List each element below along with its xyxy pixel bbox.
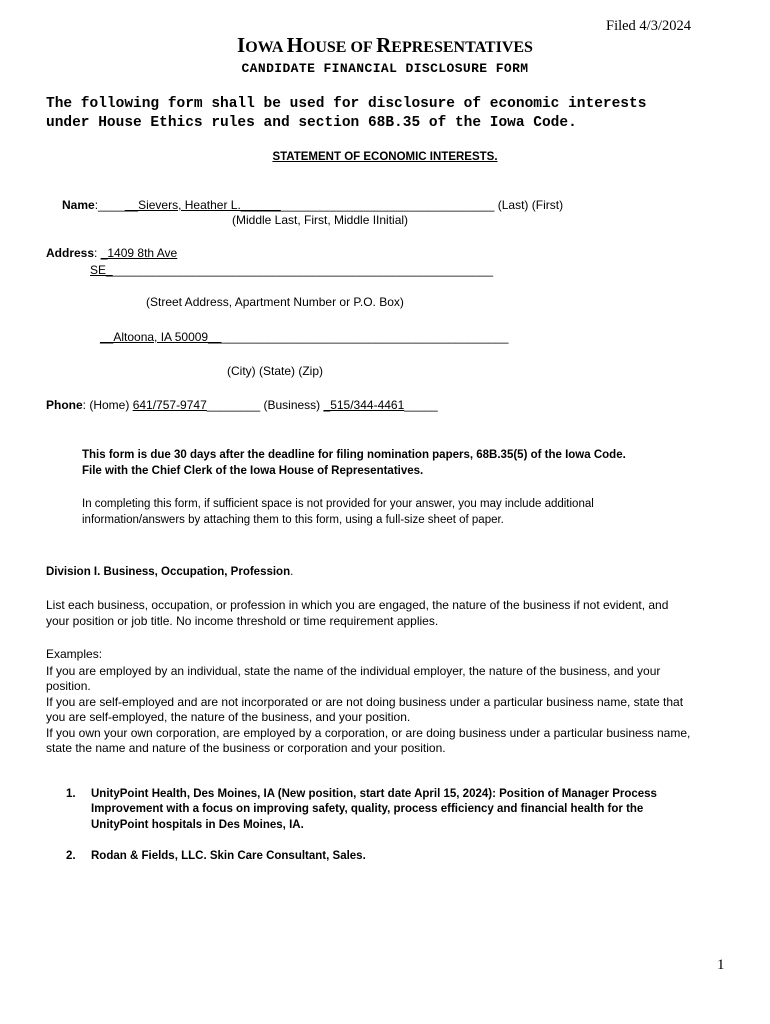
page-number: 1 [717, 957, 725, 973]
list-item-line: Rodan & Fields, LLC. Skin Care Consultant, Sales. [91, 850, 366, 862]
home-phone-value: 641/757-9747 [132, 398, 207, 412]
list-item-line: UnityPoint Health, Des Moines, IA (New position, start date April 15, 2024): Position of Manager Process [91, 788, 657, 800]
title-part: H [286, 33, 303, 57]
example-line: position. [46, 679, 91, 693]
title-part: EPRESENTATIVES [391, 39, 533, 56]
example-line: state the name and nature of the business or corporation and your position. [46, 741, 446, 755]
statement-heading: STATEMENT OF ECONOMIC INTERESTS. [272, 151, 498, 163]
title-part: I [237, 33, 246, 57]
address-blank: _________________________________________________________ [112, 263, 494, 277]
completing-notice-line: In completing this form, if sufficient space is not provided for your answer, you may include additional [82, 498, 594, 510]
business-blank: _____ [404, 398, 438, 412]
list-item-line: UnityPoint hospitals in Des Moines, IA. [91, 819, 304, 831]
division-instruction-line: List each business, occupation, or profession in which you are engaged, the nature of the business if not evident, and [46, 598, 669, 612]
filed-date: Filed 4/3/2024 [606, 18, 691, 34]
division-heading-period: . [290, 566, 294, 578]
phone-label: Phone [46, 398, 83, 412]
name-field [62, 198, 563, 212]
division-instruction-line: your position or job title. No income threshold or time requirement applies. [46, 614, 439, 628]
address-note: (Street Address, Apartment Number or P.O. Box) [146, 295, 404, 309]
title-part: OUSE OF [302, 39, 377, 56]
home-blank: ________ [206, 398, 261, 412]
name-label: Name [62, 198, 95, 212]
examples-heading: Examples: [46, 647, 103, 661]
city-field [100, 330, 508, 344]
form-title [0, 33, 770, 58]
address-label: Address [46, 246, 95, 260]
list-item-line: Improvement with a focus on improving safety, quality, process efficiency and financial health for the [91, 803, 644, 815]
name-value: __Sievers, Heather L.______ [124, 198, 281, 212]
city-value: __Altoona, IA 50009__ [100, 330, 222, 344]
example-line: If you own your own corporation, are employed by a corporation, or are doing business under a particular business name, [46, 726, 691, 740]
name-blank: ________________________________ [280, 198, 495, 212]
address-colon: : [94, 246, 101, 260]
address-value: _1409 8th Ave [100, 246, 178, 260]
business-phone-value: _515/344-4461 [323, 398, 405, 412]
list-item-number: 1. [66, 788, 76, 800]
form-subtitle: CANDIDATE FINANCIAL DISCLOSURE FORM [241, 61, 529, 76]
due-notice-line: This form is due 30 days after the deadline for filing nomination papers, 68B.35(5) of the Iowa Code. [82, 449, 626, 461]
city-note: (City) (State) (Zip) [227, 364, 323, 378]
name-blank: ____ [98, 198, 125, 212]
example-line: If you are self-employed and are not incorporated or are not doing business under a particular business name, state that [46, 695, 684, 709]
example-line: If you are employed by an individual, state the name of the individual employer, the nature of the business, and your [46, 664, 661, 678]
division-heading [46, 566, 293, 578]
business-label: (Business) [260, 398, 324, 412]
intro-line: under House Ethics rules and section 68B.35 of the Iowa Code. [46, 115, 577, 131]
address-field-line2 [90, 263, 493, 277]
home-label: : (Home) [82, 398, 133, 412]
name-note: (Middle Last, First, Middle IInitial) [232, 213, 409, 227]
intro-line: The following form shall be used for disclosure of economic interests [46, 96, 647, 112]
example-line: you are self-employed, the nature of the business, and your position. [46, 710, 411, 724]
phone-field [46, 398, 438, 412]
title-part: R [376, 33, 392, 57]
name-colon: : [94, 198, 99, 212]
address-value: SE_ [90, 263, 113, 277]
title-part: OWA [245, 39, 287, 56]
due-notice-line: File with the Chief Clerk of the Iowa House of Representatives. [82, 465, 424, 477]
list-item-number: 2. [66, 850, 76, 862]
city-blank: ___________________________________________ [221, 330, 509, 344]
address-field [46, 246, 177, 260]
completing-notice-line: information/answers by attaching them to this form, using a full-size sheet of paper. [82, 514, 504, 526]
name-suffix: (Last) (First) [494, 198, 564, 212]
division-heading-text: Division I. Business, Occupation, Profession [46, 566, 291, 578]
